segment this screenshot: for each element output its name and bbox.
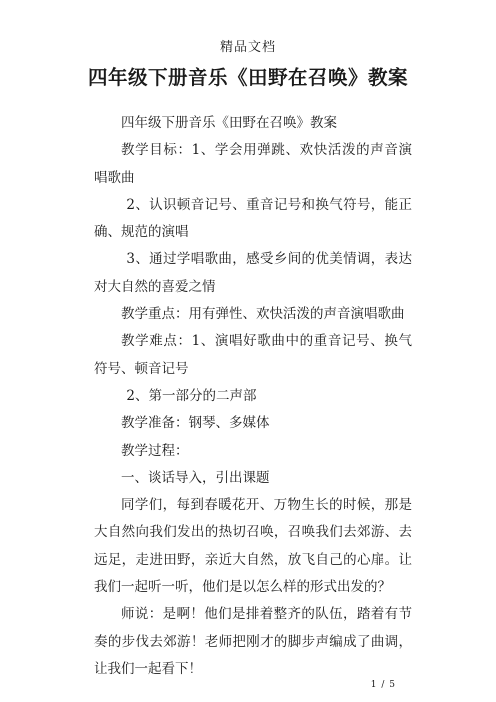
document-body	[94, 110, 412, 683]
paragraph-subtitle: 四年级下册音乐《田野在召唤》教案	[121, 115, 337, 131]
paragraph-objective-2: 2、认识顿音记号、重音记号和换气符号，能正确、规范的演唱	[94, 196, 412, 241]
paragraph-difficulty-1: 教学难点：1、演唱好歌曲中的重音记号、换气符号、顿音记号	[94, 333, 412, 377]
paragraph-intro-talk: 同学们，每到春暖花开、万物生长的时候，那是大自然向我们发出的热切召唤，召唤我们去郊游、去远足，走进田野，亲近大自然，放飞自己的心扉。让我们一起听一听，他们是以怎么样的形式出发的？	[94, 497, 412, 596]
paragraph-difficulty-2: 2、第一部分的二声部	[126, 387, 257, 404]
paragraph-process: 教学过程：	[121, 442, 189, 459]
paragraph-teacher-says: 师说：是啊！他们是排着整齐的队伍，踏着有节奏的步伐去郊游！老师把刚才的脚步声编成了曲调，让我们一起看下！	[94, 606, 412, 677]
paragraph-objective-1: 教学目标：1、学会用弹跳、欢快活泼的声音演唱歌曲	[94, 142, 412, 186]
paragraph-key-point: 教学重点：用有弹性、欢快活泼的声音演唱歌曲	[121, 306, 405, 323]
page-header: 精品文档	[219, 40, 276, 55]
paragraph-objective-3: 3、通过学唱歌曲，感受乡间的优美情调，表达对大自然的喜爱之情	[94, 251, 412, 295]
paragraph-preparation: 教学准备：钢琴、多媒体	[121, 415, 270, 432]
paragraph-section-1: 一、谈话导入，引出课题	[121, 469, 270, 486]
page-title: 四年级下册音乐《田野在召唤》教案	[87, 66, 408, 89]
page-number: 1 / 5	[370, 680, 396, 690]
